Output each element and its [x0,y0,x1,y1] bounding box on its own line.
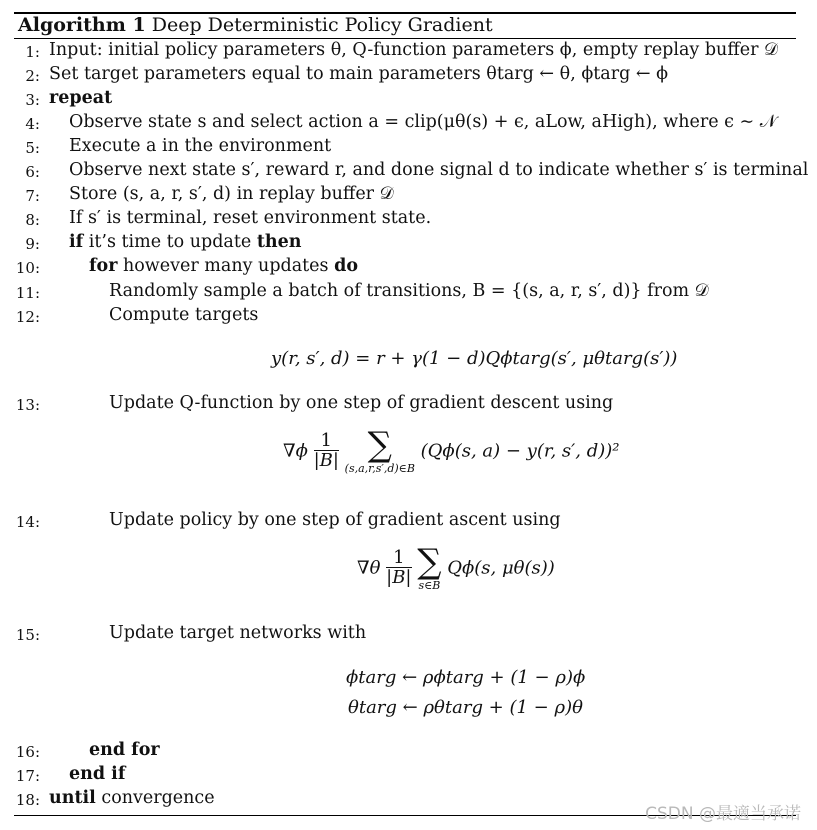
keyword: repeat [49,88,113,108]
policy-gradient-body: Qϕ(s, μθ(s)) [447,557,555,579]
line-number: 8: [25,211,40,229]
fraction [314,432,339,471]
keyword: for [89,256,118,276]
line-text-content: Execute a in the environment [69,136,332,156]
summation [344,425,415,475]
line-number: 10: [15,259,40,277]
keyword: do [334,256,359,276]
line-text-content: however many updates [117,256,335,276]
watermark: CSDN @最適当承诺 [645,804,801,824]
line-text [109,281,709,301]
nabla-theta: ∇θ [357,557,381,579]
line-text-content: Compute targets [109,305,259,325]
line-text-content: it’s time to update [83,232,257,252]
line-text [69,112,776,132]
line-text-content: Store (s, a, r, s′, d) in replay buffer 𝒟 [69,184,394,204]
line-text-content: Randomly sample a batch of transitions, B = {(s, a, r, s′, d)} from 𝒟 [109,281,709,301]
line-text [109,510,561,530]
line-text [89,256,358,276]
summation-limit: (s,a,r,s′,d)∈B [344,462,415,475]
nabla-phi: ∇ϕ [283,440,308,462]
line-text-content: Input: initial policy parameters θ, Q-function parameters ϕ, empty replay buffer 𝒟 [49,40,779,60]
algorithm-title [18,14,493,36]
keyword: then [256,232,302,252]
line-number: 4: [25,115,40,133]
line-text [69,184,394,204]
line-text [49,64,668,84]
line-number: 17: [15,767,40,785]
line-text-content: Update target networks with [109,623,367,643]
line-number: 13: [15,396,40,414]
line-text [49,788,215,808]
line-number: 5: [25,139,40,157]
line-number: 6: [25,163,40,181]
line-number: 1: [25,43,40,61]
fraction-denominator: |B| [313,450,339,471]
line-text [109,393,613,413]
keyword: if [69,232,84,252]
target-update-equation-2: θtarg ← ρθtarg + (1 − ρ)θ [348,697,583,718]
summation [417,542,442,592]
line-number: 2: [25,67,40,85]
line-number: 15: [15,626,40,644]
keyword: end for [89,740,160,760]
line-text [69,208,431,228]
line-text [49,88,112,108]
q-gradient-body: (Qϕ(s, a) − y(r, s′, d))² [420,440,620,462]
line-text-content: Observe state s and select action a = clip(μθ(s) + ϵ, aLow, aHigh), where ϵ ∼ 𝒩 [69,112,777,132]
sigma-symbol: ∑ [367,425,392,465]
keyword: until [49,788,96,808]
policy-gradient-equation [357,542,555,592]
line-text [49,40,778,60]
line-text-content: Update policy by one step of gradient ascent using [109,510,561,530]
line-text [69,764,125,784]
sigma-symbol: ∑ [417,542,442,582]
fraction [386,549,411,588]
line-text [109,305,258,325]
line-text-content: Update Q-function by one step of gradient descent using [109,393,614,413]
algorithm-label: Algorithm 1 [18,14,146,36]
line-number: 12: [15,308,40,326]
line-text [69,160,808,180]
algorithm-name: Deep Deterministic Policy Gradient [151,14,493,36]
target-update-equation-1: ϕtarg ← ρϕtarg + (1 − ρ)ϕ [346,667,586,688]
keyword: end if [69,764,126,784]
header-rule [14,38,796,39]
line-text-content: If s′ is terminal, reset environment state. [69,208,432,228]
fraction-numerator: 1 [386,549,411,568]
line-number: 3: [25,91,40,109]
line-text [69,232,302,252]
line-text [69,136,331,156]
line-number: 7: [25,187,40,205]
targets-equation: y(r, s′, d) = r + γ(1 − d)Qϕtarg(s′, μθtarg(s′)) [271,348,678,369]
fraction-numerator: 1 [314,432,339,451]
q-gradient-equation [283,425,620,475]
line-text [89,740,160,760]
line-text-content: Observe next state s′, reward r, and done signal d to indicate whether s′ is terminal [69,160,809,180]
line-text-content: convergence [95,788,215,808]
fraction-denominator: |B| [386,567,412,588]
line-text [109,623,366,643]
line-number: 14: [15,513,40,531]
line-number: 11: [15,284,40,302]
summation-limit: s∈B [418,579,441,592]
line-number: 9: [25,235,40,253]
line-number: 16: [15,743,40,761]
line-number: 18: [15,791,40,809]
line-text-content: Set target parameters equal to main parameters θtarg ← θ, ϕtarg ← ϕ [49,64,669,84]
